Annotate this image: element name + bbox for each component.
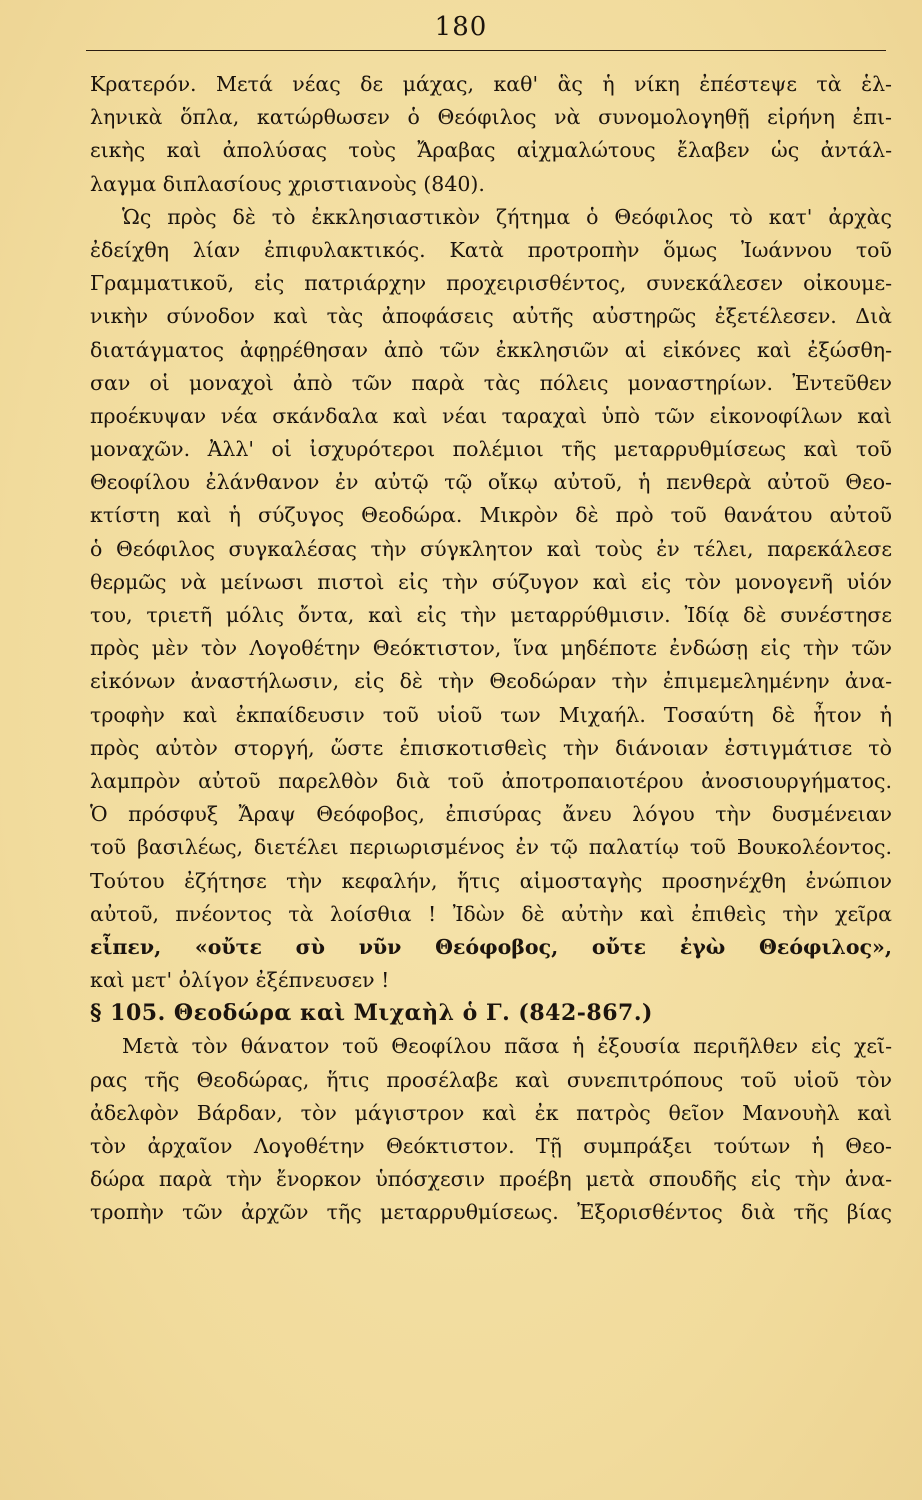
text-line: του, τριετῆ μόλις ὄντα, καὶ εἰς τὴν μεταρρύθμισιν. Ἰδίᾳ δὲ συνέστησε: [90, 603, 892, 627]
text-line: Ὁ πρόσφυξ Ἄραψ Θεόφοβος, ἐπισύρας ἄνευ λόγου τὴν δυσμένειαν: [90, 802, 892, 827]
text-line: ληνικὰ ὅπλα, κατώρθωσεν ὁ Θεόφιλος νὰ συνομολογηθῇ εἰρήνη ἐπι-: [90, 105, 892, 130]
text-line: προέκυψαν νέα σκάνδαλα καὶ νέαι ταραχαὶ ὑπὸ τῶν εἰκονοφίλων καὶ: [90, 403, 892, 428]
section-heading: § 105. Θεοδώρα καὶ Μιχαὴλ ὁ Γ. (842-867.): [90, 1000, 653, 1027]
text-line: τὸν ἀρχαῖον Λογοθέτην Θεόκτιστον. Τῇ συμπράξει τούτων ἡ Θεο-: [90, 1134, 892, 1158]
page-number: 180: [434, 12, 488, 42]
text-line: Κρατερόν. Μετά νέας δε μάχας, καθ' ἃς ἡ νίκη ἐπέστεψε τὰ ἑλ-: [90, 72, 892, 96]
text-line: Θεοφίλου ἐλάνθανον ἐν αὐτῷ τῷ οἴκῳ αὐτοῦ, ἡ πενθερὰ αὐτοῦ Θεο-: [90, 470, 892, 495]
text-line: τροφὴν καὶ ἐκπαίδευσιν τοῦ υἱοῦ των Μιχαήλ. Τοσαύτη δὲ ἦτον ἡ: [90, 702, 892, 727]
text-line: Μετὰ τὸν θάνατον τοῦ Θεοφίλου πᾶσα ἡ ἐξουσία περιῆλθεν εἰς χεῖ-: [122, 1034, 892, 1059]
text-line: διατάγματος ἀφῃρέθησαν ἀπὸ τῶν ἐκκλησιῶν αἱ εἰκόνες καὶ ἐξώσθη-: [90, 337, 892, 362]
text-line: πρὸς αὐτὸν στοργή, ὥστε ἐπισκοτισθεὶς τὴν διάνοιαν ἐστιγμάτισε τὸ: [90, 735, 892, 760]
quote-line: εἶπεν, «οὔτε σὺ νῦν Θεόφοβος, οὔτε ἐγὼ Θεόφιλος»,: [90, 934, 892, 959]
text-line: μοναχῶν. Ἀλλ' οἱ ἰσχυρότεροι πολέμιοι τῆς μεταρρυθμίσεως καὶ τοῦ: [90, 437, 892, 462]
text-line: κτίστη καὶ ἡ σύζυγος Θεοδώρα. Μικρὸν δὲ πρὸ τοῦ θανάτου αὐτοῦ: [90, 503, 892, 528]
text-line: νικὴν σύνοδον καὶ τὰς ἀποφάσεις αὐτῆς αὐστηρῶς ἐξετέλεσεν. Διὰ: [90, 304, 892, 329]
text-line: ρας τῆς Θεοδώρας, ἥτις προσέλαβε καὶ συνεπιτρόπους τοῦ υἱοῦ τὸν: [90, 1067, 892, 1092]
header-rule: [86, 50, 886, 51]
text-line: εἰκόνων ἀναστήλωσιν, εἰς δὲ τὴν Θεοδώραν τὴν ἐπιμεμελημένην ἀνα-: [90, 669, 892, 694]
text-line: καὶ μετ' ὀλίγον ἐξέπνευσεν !: [90, 968, 390, 993]
body-text: [90, 68, 892, 1230]
text-line: εικὴς καὶ ἀπολύσας τοὺς Ἄραβας αἰχμαλώτους ἔλαβεν ὡς ἀντάλ-: [90, 138, 892, 163]
text-line: σαν οἱ μοναχοὶ ἀπὸ τῶν παρὰ τὰς πόλεις μοναστηρίων. Ἐντεῦθεν: [90, 370, 892, 395]
text-line: Ὡς πρὸς δὲ τὸ ἐκκλησιαστικὸν ζήτημα ὁ Θεόφιλος τὸ κατ' ἀρχὰς: [122, 204, 892, 229]
text-line: τροπὴν τῶν ἀρχῶν τῆς μεταρρυθμίσεως. Ἐξορισθέντος διὰ τῆς βίας: [90, 1200, 892, 1225]
text-line: Γραμματικοῦ, εἰς πατριάρχην προχειρισθέντος, συνεκάλεσεν οἰκουμε-: [90, 271, 892, 296]
text-line: ὁ Θεόφιλος συγκαλέσας τὴν σύγκλητον καὶ τοὺς ἐν τέλει, παρεκάλεσε: [90, 536, 892, 561]
text-line: ἀδελφὸν Βάρδαν, τὸν μάγιστρον καὶ ἐκ πατρὸς θεῖον Μανουὴλ καὶ: [90, 1100, 892, 1125]
text-line: λαμπρὸν αὐτοῦ παρελθὸν διὰ τοῦ ἀποτροπαιοτέρου ἀνοσιουργήματος.: [90, 768, 892, 793]
text-line: δώρα παρὰ τὴν ἔνορκον ὑπόσχεσιν προέβη μετὰ σπουδῆς εἰς τὴν ἀνα-: [90, 1167, 892, 1192]
text-line: τοῦ βασιλέως, διετέλει περιωρισμένος ἐν τῷ παλατίῳ τοῦ Βουκολέοντος.: [90, 835, 892, 860]
text-line: ἐδείχθη λίαν ἐπιφυλακτικός. Κατὰ προτροπὴν ὅμως Ἰωάννου τοῦ: [90, 237, 892, 262]
text-line: αὐτοῦ, πνέοντος τὰ λοίσθια ! Ἰδὼν δὲ αὐτὴν καὶ ἐπιθεὶς τὴν χεῖρα: [90, 901, 892, 926]
text-line: λαγμα διπλασίους χριστιανοὺς (840).: [90, 171, 485, 196]
text-line: θερμῶς νὰ μείνωσι πιστοὶ εἰς τὴν σύζυγον καὶ εἰς τὸν μονογενῆ υἱόν: [90, 569, 892, 594]
text-line: πρὸς μὲν τὸν Λογοθέτην Θεόκτιστον, ἵνα μηδέποτε ἐνδώσῃ εἰς τὴν τῶν: [90, 636, 892, 661]
text-line: Τούτου ἐζήτησε τὴν κεφαλήν, ἥτις αἱμοσταγὴς προσηνέχθη ἐνώπιον: [90, 868, 892, 893]
